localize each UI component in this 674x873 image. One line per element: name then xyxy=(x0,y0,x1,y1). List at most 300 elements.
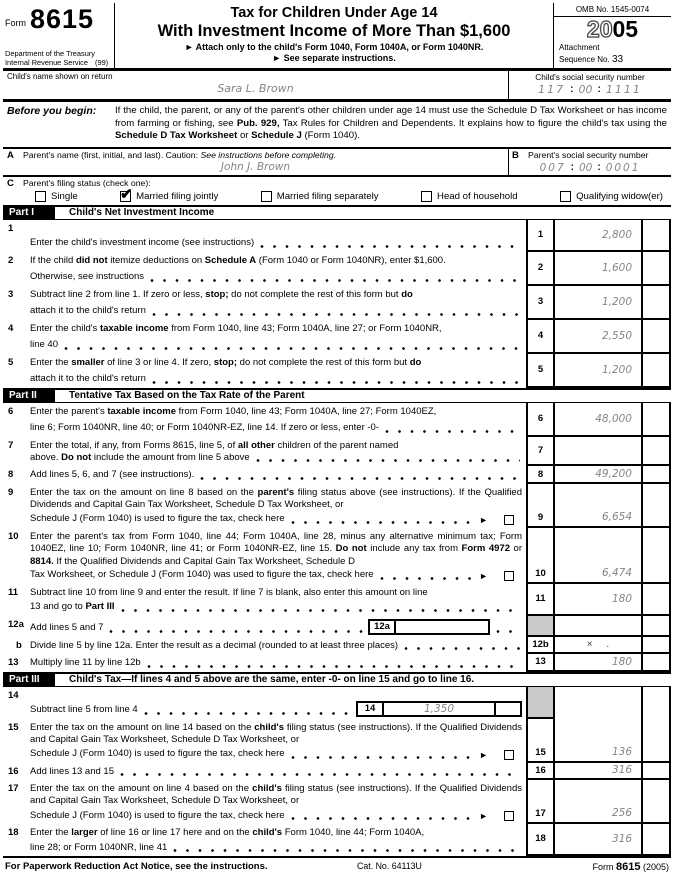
form-line-18 xyxy=(3,824,671,856)
line-14-cents-blank xyxy=(641,687,671,719)
year-bold-digits: 05 xyxy=(612,16,639,42)
line-16-cents-field[interactable] xyxy=(641,763,671,780)
line-2-amount[interactable]: 1,600 xyxy=(601,261,632,274)
entry-line-number: 14 xyxy=(358,703,384,715)
ssn-group-2[interactable]: 00 xyxy=(578,161,593,174)
line-3-amount[interactable]: 1,200 xyxy=(601,295,632,308)
line-text xyxy=(30,637,526,654)
line-10-cents-field[interactable] xyxy=(641,528,671,584)
form-line-9 xyxy=(3,484,671,528)
line-text-body: Enter the parent's tax from Form 1040, line 44; Form 1040A, line 28, minus any alternative minimum tax; Form 1040EZ, line 10; Form 1040NR, line 41; or Form 1040NR-EZ, line 15. Do not include any tax from Form 4972 or 8814. If the Qualified Dividends and Capital Gain Tax Worksheet, Schedule D xyxy=(30,530,523,567)
shaded-cell xyxy=(526,687,555,719)
line-number: 15 xyxy=(8,721,19,733)
tax-year xyxy=(554,17,671,41)
line-9-amount[interactable]: 6,654 xyxy=(601,510,632,523)
line-text-body: Enter the tax on the amount on line 14 based on the child's filing status (see instructions). If the Qualified Dividends and Capital Gain Tax Worksheet, Schedule D Tax Worksheet, or xyxy=(30,721,522,745)
entry-line-number: 16 xyxy=(526,763,555,780)
line-number: 2 xyxy=(8,254,14,266)
option-qualifying-widower[interactable] xyxy=(560,191,663,202)
line-13-amount[interactable]: 180 xyxy=(611,655,632,668)
line-text xyxy=(30,403,526,437)
line-9-cents-field[interactable] xyxy=(641,484,671,528)
line-text-tail: attach it to the child's return xyxy=(30,373,146,385)
entry-cells xyxy=(526,354,671,388)
line-text-tail: line 28; or Form 1040NR, line 41 xyxy=(30,841,168,853)
parent-ssn-label: Parent's social security number xyxy=(528,149,649,160)
parent-name-label-line xyxy=(7,150,504,161)
line-text xyxy=(30,687,526,719)
parent-ssn-box xyxy=(508,149,671,175)
line-number: 1 xyxy=(8,222,14,234)
dotted-leader xyxy=(291,751,474,760)
form-line-1 xyxy=(3,220,671,252)
dotted-leader xyxy=(147,660,520,669)
entry-cells xyxy=(526,528,671,584)
title-block xyxy=(115,3,553,68)
entry-line-number: 17 xyxy=(526,780,555,824)
form-line-5 xyxy=(3,354,671,388)
form-line-7 xyxy=(3,437,671,467)
line-15-amount[interactable]: 136 xyxy=(611,745,632,758)
line-1-amount[interactable]: 2,800 xyxy=(601,228,632,241)
line-text-tail: above. Do not include the amount from line 5 above xyxy=(30,452,250,464)
entry-cells xyxy=(526,654,671,671)
form-title-line-2: With Investment Income of More Than $1,600 xyxy=(157,22,511,40)
entry-cells xyxy=(526,719,671,763)
line-14-amount-field[interactable]: 1,350 xyxy=(423,702,455,715)
line-12a-cents-blank xyxy=(641,616,671,637)
dotted-leader xyxy=(380,572,474,581)
option-single[interactable] xyxy=(35,191,78,202)
ssn-group-1[interactable]: 007 xyxy=(539,161,566,174)
option-label: Married filing separately xyxy=(276,190,379,202)
line-text xyxy=(30,719,526,763)
parent-name-caution: See instructions before completing. xyxy=(200,149,337,160)
entry-cells xyxy=(526,286,671,320)
married-filing-jointly-checkbox[interactable] xyxy=(120,191,131,202)
line-text xyxy=(30,354,526,388)
line-text-tail: Schedule J (Form 1040) is used to figure the tax, check here xyxy=(30,809,285,821)
line-text-tail: Add lines 13 and 15 xyxy=(30,765,114,777)
line-4-amount[interactable]: 2,550 xyxy=(601,329,632,342)
line-6-amount-field[interactable] xyxy=(555,403,641,437)
dotted-leader xyxy=(121,604,520,613)
line-12b-cents-field[interactable] xyxy=(641,637,671,654)
dotted-leader xyxy=(109,625,366,634)
part2-header xyxy=(3,388,671,403)
line-text xyxy=(30,220,526,252)
line-7-cents-field[interactable] xyxy=(641,437,671,467)
part3-title: Child's Tax—If lines 4 and 5 above are the same, enter -0- on line 15 and go to line 16. xyxy=(69,674,475,686)
parent-ssn-label-line xyxy=(512,150,668,161)
line-text-tail: Enter the child's investment income (see instructions) xyxy=(30,237,255,249)
entry-line-number: 13 xyxy=(526,654,555,671)
parent-ssn-field[interactable] xyxy=(512,162,668,174)
line-text-body: Enter the smaller of line 3 or line 4. If zero, stop; do not complete the rest of this form but do xyxy=(30,356,422,368)
dotted-leader xyxy=(200,472,520,481)
part3-header xyxy=(3,672,671,687)
parent-name-field[interactable]: John J. Brown xyxy=(220,160,291,173)
see-instructions-note: ► See separate instructions. xyxy=(272,53,396,63)
line-16-amount-field[interactable] xyxy=(555,763,641,780)
parent-name-label-text: Parent's name (first, initial, and last). Caution: xyxy=(23,149,199,160)
agency-line-1: Department of the Treasury xyxy=(5,48,95,58)
line-text xyxy=(30,320,526,354)
line-9-amount-field[interactable] xyxy=(555,484,641,528)
dotted-leader xyxy=(260,240,520,249)
filing-status-options xyxy=(7,189,667,202)
line-15-amount-field[interactable] xyxy=(555,719,641,763)
entry-line-number: 18 xyxy=(526,824,555,856)
entry-line-number: 8 xyxy=(526,466,555,483)
form-line-11 xyxy=(3,584,671,616)
line-text xyxy=(30,763,526,780)
form-line-8 xyxy=(3,466,671,483)
line-text-body: Enter the tax on the amount on line 8 based on the parent's filing status above (see instructions). If the Qualified Dividends and Capital Gain Tax Worksheet, Schedule D Tax Worksheet, or xyxy=(30,486,522,511)
line-14-cents-field[interactable] xyxy=(494,703,520,715)
line-text xyxy=(30,616,526,637)
dotted-leader xyxy=(64,342,520,351)
dotted-leader xyxy=(120,768,520,777)
line-number: 8 xyxy=(8,469,14,481)
line-17-cents-field[interactable] xyxy=(641,780,671,824)
line-15-cents-field[interactable] xyxy=(641,719,671,763)
head-of-household-checkbox[interactable] xyxy=(421,191,432,202)
ssn-separator: : xyxy=(597,84,601,96)
part2-label: Part II xyxy=(3,388,55,403)
line-text-tail: Otherwise, see instructions xyxy=(30,271,145,283)
dotted-leader xyxy=(256,454,520,463)
item-letter-a: A xyxy=(7,149,14,161)
entry-cells xyxy=(526,252,671,286)
dotted-leader xyxy=(173,844,520,853)
entry-cells xyxy=(526,780,671,824)
married-filing-separately-checkbox[interactable] xyxy=(261,191,272,202)
line-5-amount-field[interactable] xyxy=(555,354,641,388)
entry-line-number: 3 xyxy=(526,286,555,320)
line-10-check-here-checkbox[interactable] xyxy=(504,571,514,581)
form-line-16 xyxy=(3,763,671,780)
child-name-label: Child's name shown on return xyxy=(7,72,113,82)
ssn-separator: : xyxy=(570,162,574,174)
dotted-leader xyxy=(385,425,520,434)
form-line-6 xyxy=(3,403,671,437)
line-number: 18 xyxy=(8,826,19,838)
line-text-body: Enter the total, if any, from Forms 8615, line 5, of all other children of the parent named xyxy=(30,439,399,451)
line-11-amount[interactable]: 180 xyxy=(611,592,632,605)
parent-identity-row xyxy=(3,149,671,177)
form-line-2 xyxy=(3,252,671,286)
entry-cells xyxy=(526,824,671,856)
entry-line-number: 7 xyxy=(526,437,555,467)
sequence-number: 33 xyxy=(611,54,624,66)
entry-cells xyxy=(526,220,671,252)
footer-form-id xyxy=(539,861,669,873)
entry-cells xyxy=(526,616,671,637)
entry-line-number: 9 xyxy=(526,484,555,528)
line-2-cents-field[interactable] xyxy=(641,252,671,286)
line-text-body: Enter the child's taxable income from Form 1040, line 43; Form 1040A, line 27; or Form 1040NR, xyxy=(30,322,442,334)
form-line-12a xyxy=(3,616,671,637)
entry-cells xyxy=(526,466,671,483)
before-you-begin xyxy=(3,102,671,148)
option-married-filing-separately[interactable] xyxy=(261,191,379,202)
form-number: 8615 xyxy=(30,4,95,34)
line-1-amount-field[interactable] xyxy=(555,220,641,252)
dotted-leader xyxy=(144,707,354,716)
option-label: Single xyxy=(51,190,78,202)
entry-line-number: 12b xyxy=(526,637,555,654)
dotted-leader xyxy=(496,625,520,634)
line-18-cents-field[interactable] xyxy=(641,824,671,856)
line-10-amount[interactable]: 6,474 xyxy=(601,566,632,579)
form-header xyxy=(3,3,671,71)
line-14-entry-box xyxy=(356,701,522,717)
line-text-tail: Multiply line 11 by line 12b xyxy=(30,657,141,669)
line-number: 6 xyxy=(8,405,14,417)
line-number: 10 xyxy=(8,530,19,542)
line-text xyxy=(30,528,526,584)
line-12a-amount-field[interactable] xyxy=(396,621,488,633)
line-number: 16 xyxy=(8,765,19,777)
form-word: Form xyxy=(5,18,26,29)
line-text-tail: 13 and go to Part III xyxy=(30,601,115,613)
line-text-body: Enter the larger of line 16 or line 17 here and on the child's Form 1040, line 44; Form 1040A, xyxy=(30,826,425,838)
form-line-15 xyxy=(3,719,671,763)
line-8-amount[interactable]: 49,200 xyxy=(595,468,632,481)
line-15-check-here-checkbox[interactable] xyxy=(504,750,514,760)
catalog-number: Cat. No. 64113U xyxy=(357,860,422,871)
form-number-line xyxy=(5,4,112,34)
attachment-word: Attachment xyxy=(559,43,600,52)
option-label: Qualifying widow(er) xyxy=(576,190,663,202)
dotted-leader xyxy=(404,642,520,651)
form-line-3 xyxy=(3,286,671,320)
entry-cells xyxy=(526,484,671,528)
ssn-group-3[interactable]: 0001 xyxy=(605,161,641,174)
child-name-box xyxy=(3,71,508,99)
line-text-tail: line 6; Form 1040NR, line 40; or Form 1040NR-EZ, line 14. If zero or less, enter -0- xyxy=(30,422,379,434)
part2-title: Tentative Tax Based on the Tax Rate of the Parent xyxy=(69,390,305,402)
omb-number: OMB No. 1545-0074 xyxy=(554,3,671,17)
option-married-filing-jointly[interactable] xyxy=(120,191,218,202)
line-14-right-blank xyxy=(555,687,641,719)
entry-line-number: 15 xyxy=(526,719,555,763)
line-text-body: Enter the parent's taxable income from Form 1040, line 43; Form 1040A, line 27; Form 1040EZ, xyxy=(30,405,437,417)
line-number: 13 xyxy=(8,657,19,669)
entry-line-number: 4 xyxy=(526,320,555,354)
line-17-amount[interactable]: 256 xyxy=(611,806,632,819)
entry-line-number: 10 xyxy=(526,528,555,584)
agency-line-2 xyxy=(5,59,112,68)
line-3-amount-field[interactable] xyxy=(555,286,641,320)
line-12a-entry-box xyxy=(368,619,490,635)
entry-line-number: 5 xyxy=(526,354,555,388)
item-letter-b: B xyxy=(512,149,519,161)
form-line-12b xyxy=(3,637,671,654)
line-text xyxy=(30,584,526,616)
line-text-tail: Add lines 5, 6, and 7 (see instructions). xyxy=(30,469,195,481)
filing-status-row xyxy=(3,177,671,205)
line-text xyxy=(30,484,526,528)
option-head-of-household[interactable] xyxy=(421,191,518,202)
form-line-4 xyxy=(3,320,671,354)
form-line-14 xyxy=(3,687,671,719)
line-12a-right-blank xyxy=(555,616,641,637)
child-ssn-box xyxy=(508,71,671,99)
year-outline-digits: 20 xyxy=(586,16,613,42)
line-text-body: Subtract line 10 from line 9 and enter the result. If line 7 is blank, also enter this amount on line xyxy=(30,586,428,598)
entry-cells xyxy=(526,320,671,354)
entry-cells xyxy=(526,584,671,616)
line-text xyxy=(30,654,526,671)
entry-line-number: 2 xyxy=(526,252,555,286)
agency-code: (99) xyxy=(95,57,109,67)
form-line-17 xyxy=(3,780,671,824)
before-you-begin-text: If the child, the parent, or any of the parent's other children under age 14 must use the Schedule D Tax Worksheet or has income from farming or fishing, see Pub. 929, Tax Rules for Children and Dependents. It explains how to figure the child's tax using the Schedule D Tax Worksheet or Schedule J (Form 1040). xyxy=(115,105,667,142)
line-6-amount[interactable]: 48,000 xyxy=(595,412,632,425)
part3-label: Part III xyxy=(3,672,55,687)
line-text-tail: Tax Worksheet, or Schedule J (Form 1040) was used to figure the tax, check here xyxy=(30,569,374,581)
line-text-tail: Subtract line 5 from line 4 xyxy=(30,704,138,716)
line-text-tail: attach it to the child's return xyxy=(30,305,146,317)
line-17-amount-field[interactable] xyxy=(555,780,641,824)
line-text-body: Enter the tax on the amount on line 4 based on the child's filing status (see instructions). If the Qualified Dividends and Capital Gain Tax Worksheet, Schedule D Tax Worksheet, or xyxy=(30,782,522,807)
line-11-cents-field[interactable] xyxy=(641,584,671,616)
shaded-cell xyxy=(526,616,555,637)
line-9-check-here-checkbox[interactable] xyxy=(504,515,514,525)
single-checkbox[interactable] xyxy=(35,191,46,202)
line-text-tail: Schedule J (Form 1040) is used to figure the tax, check here xyxy=(30,513,285,525)
sequence-word: Sequence No. xyxy=(559,55,610,65)
pointer-arrow-icon: ► xyxy=(479,749,488,760)
line-4-cents-field[interactable] xyxy=(641,320,671,354)
line-12b-amount-field[interactable] xyxy=(555,637,641,654)
line-8-cents-field[interactable] xyxy=(641,466,671,483)
line-text-tail: Add lines 5 and 7 xyxy=(30,622,104,634)
line-11-amount-field[interactable] xyxy=(555,584,641,616)
form-line-13 xyxy=(3,654,671,671)
line-2-amount-field[interactable] xyxy=(555,252,641,286)
entry-line-number: 11 xyxy=(526,584,555,616)
line-number: 9 xyxy=(8,486,14,498)
line-18-amount-field[interactable] xyxy=(555,824,641,856)
form-line-10 xyxy=(3,528,671,584)
footer-form-year: (2005) xyxy=(642,861,669,872)
line-3-cents-field[interactable] xyxy=(641,286,671,320)
omb-year-block xyxy=(553,3,671,68)
line-13-amount-field[interactable] xyxy=(555,654,641,671)
entry-cells xyxy=(526,763,671,780)
line-text-tail: Divide line 5 by line 12a. Enter the result as a decimal (rounded to at least three places) xyxy=(30,639,399,651)
line-7-amount-field[interactable] xyxy=(555,437,641,467)
ssn-separator: : xyxy=(597,162,601,174)
line-17-check-here-checkbox[interactable] xyxy=(504,811,514,821)
line-text xyxy=(30,466,526,483)
line-text xyxy=(30,780,526,824)
line-number: 4 xyxy=(8,322,14,334)
line-5-cents-field[interactable] xyxy=(641,354,671,388)
dotted-leader xyxy=(150,274,520,283)
ssn-group-3[interactable]: 1111 xyxy=(605,83,642,97)
attach-note: ► Attach only to the child's Form 1040, Form 1040A, or Form 1040NR. xyxy=(184,42,484,52)
line-4-amount-field[interactable] xyxy=(555,320,641,354)
pointer-arrow-icon: ► xyxy=(479,811,488,822)
line-text xyxy=(30,252,526,286)
line-18-amount[interactable]: 316 xyxy=(611,832,632,845)
child-name-field[interactable]: Sara L. Brown xyxy=(217,82,294,96)
ssn-group-2[interactable]: 00 xyxy=(578,83,593,97)
entry-cells xyxy=(526,637,671,654)
entry-line-number: 6 xyxy=(526,403,555,437)
parent-name-label xyxy=(23,150,336,160)
part1-label: Part I xyxy=(3,205,55,220)
line-number: 17 xyxy=(8,782,19,794)
agency-name: Internal Revenue Service xyxy=(5,57,88,67)
line-13-cents-field[interactable] xyxy=(641,654,671,671)
attachment-sequence xyxy=(554,41,671,68)
pointer-arrow-icon: ► xyxy=(479,515,488,526)
line-text-tail: Schedule J (Form 1040) is used to figure the tax, check here xyxy=(30,748,285,760)
line-1-cents-field[interactable] xyxy=(641,220,671,252)
line-text-tail: line 40 xyxy=(30,339,58,351)
dotted-leader xyxy=(291,812,474,821)
line-10-amount-field[interactable] xyxy=(555,528,641,584)
option-label: Married filing jointly xyxy=(136,190,219,202)
filing-status-label: Parent's filing status (check one): xyxy=(23,177,151,188)
ssn-separator: : xyxy=(570,84,574,96)
line-number: 5 xyxy=(8,356,14,368)
part1-header xyxy=(3,205,671,220)
line-16-amount[interactable]: 316 xyxy=(611,764,632,777)
footer-form-number: 8615 xyxy=(615,860,641,873)
line-number: 11 xyxy=(8,586,19,598)
dotted-leader xyxy=(152,376,520,385)
dotted-leader xyxy=(291,516,474,525)
form-title-line-1: Tax for Children Under Age 14 xyxy=(230,5,438,21)
child-identity-row xyxy=(3,71,671,102)
line-8-amount-field[interactable] xyxy=(555,466,641,483)
sequence-line xyxy=(559,53,668,66)
form-number-block xyxy=(3,3,115,68)
line-text-body: Subtract line 2 from line 1. If zero or less, stop; do not complete the rest of this form but do xyxy=(30,288,413,300)
child-ssn-field[interactable] xyxy=(511,83,669,96)
line-12b-decimal-mark[interactable]: × . xyxy=(586,639,610,650)
entry-cells xyxy=(526,437,671,467)
line-text xyxy=(30,286,526,320)
agency-block xyxy=(5,50,112,68)
item-letter-c: C xyxy=(7,177,14,189)
line-6-cents-field[interactable] xyxy=(641,403,671,437)
footer-form-word: Form xyxy=(592,861,614,872)
line-number: 7 xyxy=(8,439,14,451)
entry-line-number: 1 xyxy=(526,220,555,252)
line-text-body: If the child did not itemize deductions on Schedule A (Form 1040 or Form 1040NR), enter $1,600. xyxy=(30,254,446,266)
line-5-amount[interactable]: 1,200 xyxy=(601,363,632,376)
parent-name-box xyxy=(3,149,508,175)
dotted-leader xyxy=(152,308,520,317)
line-number: 12a xyxy=(8,618,24,630)
part1-title: Child's Net Investment Income xyxy=(69,207,215,219)
before-you-begin-label: Before you begin: xyxy=(7,105,97,118)
pointer-arrow-icon: ► xyxy=(479,571,488,582)
option-label: Head of household xyxy=(437,190,518,202)
child-ssn-label: Child's social security number xyxy=(535,72,645,83)
entry-line-number: 12a xyxy=(370,621,396,633)
line-text xyxy=(30,824,526,856)
qualifying-widower-checkbox[interactable] xyxy=(560,191,571,202)
ssn-group-1[interactable]: 117 xyxy=(538,83,566,97)
